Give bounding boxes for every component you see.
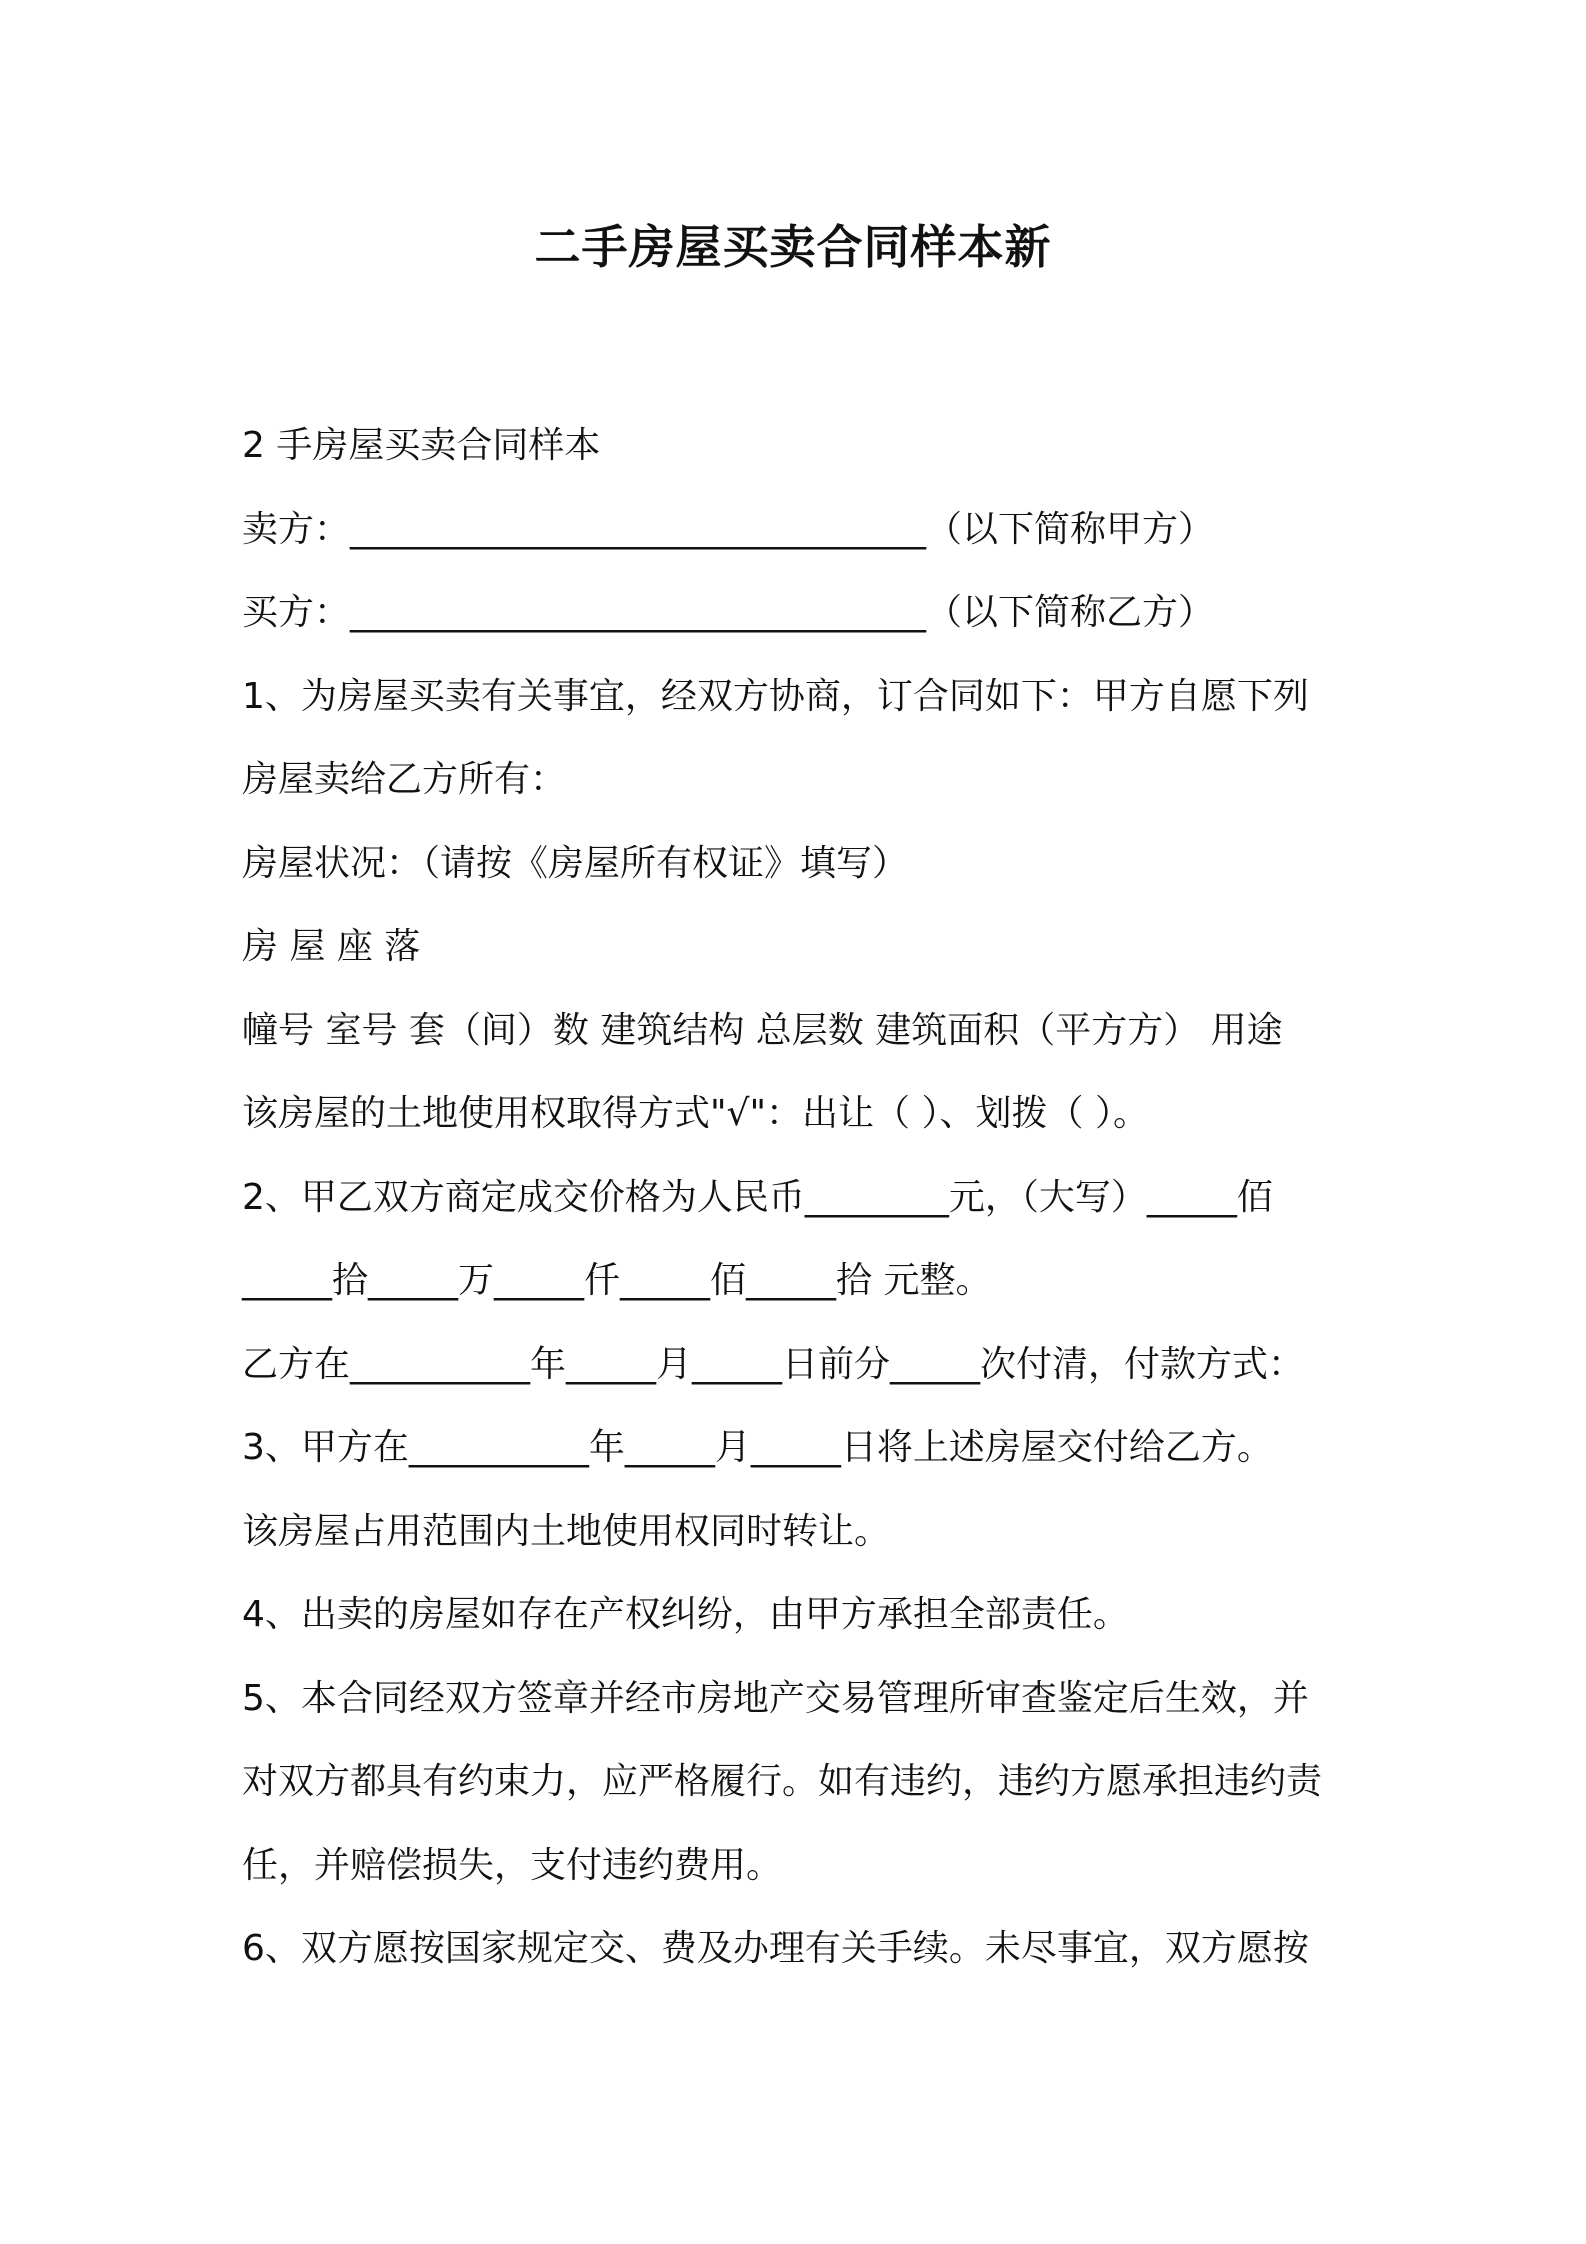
clause-4-line: 4、出卖的房屋如存在产权纠纷，由甲方承担全部责任。: [242, 1594, 1129, 1635]
house-status-line: 房屋状况：（请按《房屋所有权证》填写）: [242, 842, 909, 884]
clause-3-line-1: 3、甲方在__________年_____月_____日将上述房屋交付给乙方。: [242, 1427, 1273, 1468]
clause-2-line-2: _____拾_____万_____仟_____佰_____拾 元整。: [242, 1260, 992, 1301]
payment-line: 乙方在__________年_____月_____日前分_____次付清，付款方式：: [242, 1343, 1305, 1385]
clause-3-line-2: 该房屋占用范围内土地使用权同时转让。: [242, 1510, 891, 1552]
clause-5-line-1: 5、本合同经双方签章并经市房地产交易管理所审查鉴定后生效，并: [242, 1677, 1309, 1719]
document-body: [242, 404, 1392, 1991]
seller-line: 卖方：________________________________（以下简称甲方）: [242, 508, 1215, 550]
clause-1-line-1: 1、为房屋买卖有关事宜，经双方协商，订合同如下：甲方自愿下列: [242, 675, 1309, 717]
clause-2-line-1: 2、甲乙双方商定成交价格为人民币________元，（大写）_____佰: [242, 1176, 1273, 1218]
house-fields-line: 幢号 室号 套（间）数 建筑结构 总层数 建筑面积（平方方） 用途: [242, 1009, 1283, 1051]
house-location-line: 房 屋 座 落: [242, 926, 421, 967]
clause-1-line-2: 房屋卖给乙方所有：: [242, 759, 567, 800]
subtitle-line: 2 手房屋买卖合同样本: [242, 425, 601, 466]
buyer-line: 买方：________________________________（以下简称乙方）: [242, 592, 1215, 633]
clause-6-line-1: 6、双方愿按国家规定交、费及办理有关手续。未尽事宜，双方愿按: [242, 1928, 1309, 1969]
clause-5-line-2: 对双方都具有约束力，应严格履行。如有违约，违约方愿承担违约责: [242, 1761, 1323, 1802]
document-title: 二手房屋买卖合同样本新: [534, 220, 1052, 274]
land-use-line: 该房屋的土地使用权取得方式"√"：出让（ ）、划拨（ ）。: [242, 1093, 1149, 1134]
clause-5-line-3: 任，并赔偿损失，支付违约费用。: [242, 1844, 783, 1886]
